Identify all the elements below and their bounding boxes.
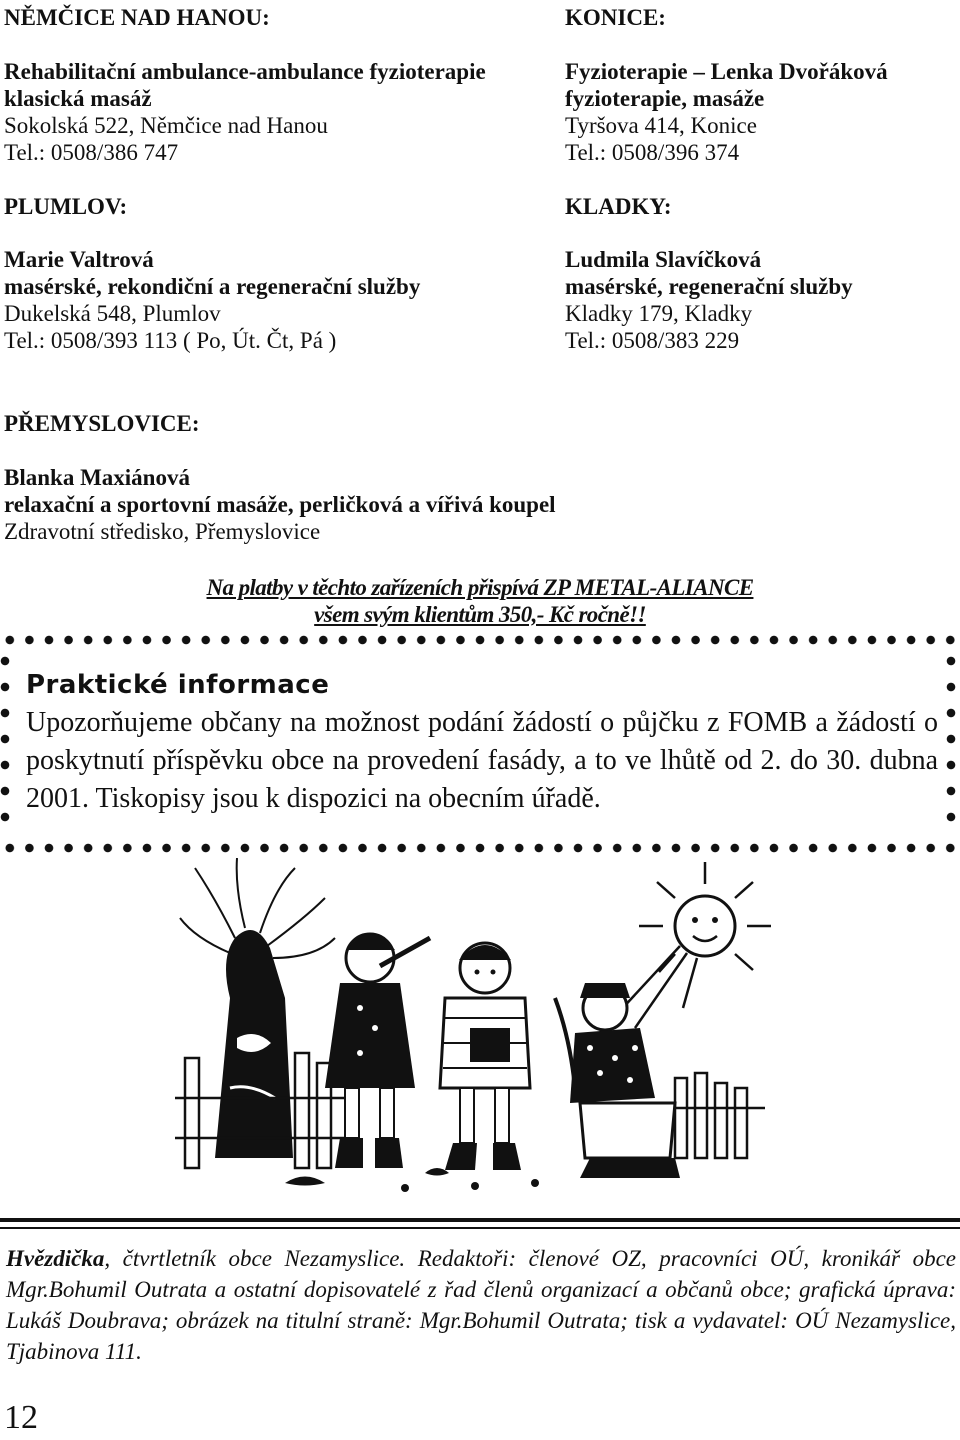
colophon-text: , čtvrtletník obce Nezamyslice. Redaktoři: členové OZ, pracovníci OÚ, kronikář obce Mgr.Bohumil Outrata a ostatní dopisovatelé z řad členů organizací a občanů obce; grafická úprava: Lukáš Doubrava; obrázek na titulní straně: Mgr.Bohumil Outrata; tisk a vydavatel: OÚ Nezamyslice, Tjabinova 111. <box>6 1246 956 1364</box>
willow-tree-icon <box>180 858 335 1158</box>
entry-name: Marie Valtrová <box>4 247 154 272</box>
child-on-stump-icon <box>555 983 680 1178</box>
section-konice <box>565 4 666 31</box>
entry-address: Kladky 179, Kladky <box>565 301 753 326</box>
town-heading: PLUMLOV: <box>4 194 128 219</box>
dotted-border-top <box>0 635 960 645</box>
entry-service: klasická masáž <box>4 86 152 111</box>
entry-tel: Tel.: 0508/386 747 <box>4 140 179 165</box>
entry-premyslovice <box>4 464 556 545</box>
entry-nemcice <box>4 58 486 166</box>
entry-address: Dukelská 548, Plumlov <box>4 301 221 326</box>
notice-line-1: Na platby v těchto zařízeních přispívá ZP METAL-ALIANCE <box>206 575 754 600</box>
entry-address: Sokolská 522, Němčice nad Hanou <box>4 113 328 138</box>
footer-rule-thick <box>0 1218 960 1222</box>
entry-konice <box>565 58 888 166</box>
entry-name: Fyzioterapie – Lenka Dvořáková <box>565 59 888 84</box>
entry-name: Blanka Maxiánová <box>4 465 190 490</box>
entry-service: masérské, regenerační služby <box>565 274 853 299</box>
insurance-notice <box>0 574 960 628</box>
section-nemcice <box>4 4 270 31</box>
dotted-border-left <box>0 648 10 838</box>
entry-address: Tyršova 414, Konice <box>565 113 757 138</box>
practical-info-body: Upozorňujeme občany na možnost podání žádostí o půjčku z FOMB a žádostí o poskytnutí příspěvku obce na provedení fasády, a to ve lhůtě od 2. do 30. dubna 2001. Tiskopisy jsou k dispozici na obecním úřadě. <box>26 707 938 814</box>
entry-plumlov <box>4 246 420 354</box>
entry-service: masérské, rekondiční a regenerační služby <box>4 274 421 299</box>
entry-tel: Tel.: 0508/396 374 <box>565 140 740 165</box>
entry-address: Zdravotní středisko, Přemyslovice <box>4 519 321 544</box>
town-heading: NĚMČICE NAD HANOU: <box>4 5 270 30</box>
entry-service: fyzioterapie, masáže <box>565 86 765 111</box>
entry-tel: Tel.: 0508/393 113 ( Po, Út. Čt, Pá ) <box>4 328 337 353</box>
publication-name: Hvězdička <box>6 1246 105 1271</box>
town-heading: KLADKY: <box>565 194 672 219</box>
section-kladky <box>565 193 672 220</box>
practical-info-title: Praktické informace <box>26 670 330 700</box>
entry-service: relaxační a sportovní masáže, perličková a vířivá koupel <box>4 492 556 517</box>
colophon <box>6 1243 956 1367</box>
dotted-border-bottom <box>0 843 960 853</box>
child-with-book-icon <box>440 943 530 1170</box>
entry-kladky <box>565 246 853 354</box>
child-with-flute-icon <box>325 934 430 1168</box>
footer-rule-thin <box>0 1227 960 1229</box>
page-number: 12 <box>4 1399 38 1436</box>
entry-name: Rehabilitační ambulance-ambulance fyzioterapie <box>4 59 486 84</box>
town-heading: PŘEMYSLOVICE: <box>4 411 200 436</box>
illustration-children-spring <box>175 858 775 1198</box>
dotted-border-right <box>946 648 956 838</box>
entry-name: Ludmila Slavíčková <box>565 247 762 272</box>
section-premyslovice <box>4 410 200 437</box>
town-heading: KONICE: <box>565 5 666 30</box>
ground-birds-icon <box>285 1168 539 1192</box>
entry-tel: Tel.: 0508/383 229 <box>565 328 740 353</box>
section-plumlov <box>4 193 127 220</box>
notice-line-2: všem svým klientům 350,- Kč ročně!! <box>314 602 646 627</box>
